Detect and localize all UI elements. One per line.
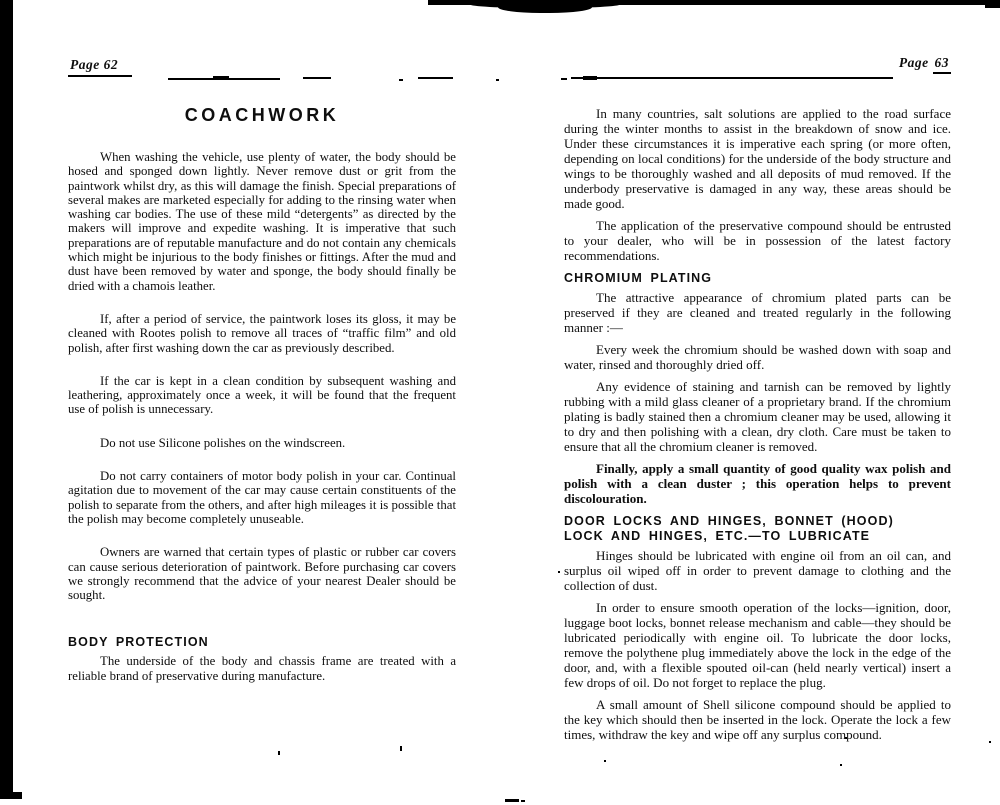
speck — [989, 741, 991, 743]
bottom-dash — [505, 799, 519, 802]
header-rule-segment — [496, 79, 499, 81]
left-binding-foot — [0, 792, 22, 799]
paragraph-chromium-weekly: Every week the chromium should be washed down with soap and water, rinsed and thoroughly dried off. — [564, 342, 951, 372]
speck — [521, 800, 525, 802]
door-locks-heading — [564, 514, 951, 544]
paragraph-locks-lubrication: In order to ensure smooth operation of the locks—ignition, door, luggage boot locks, bonnet release mechanism and cable—they should be lubricated periodically with engine oil. To lubricate the door locks, remove the polythene plug immediately above the lock in the edge of the door, and, with a flexible spouted oil-can (held nearly vertical) insert a few drops of oil. Do not forget to replace the plug. — [564, 600, 951, 690]
body-protection-heading: BODY PROTECTION — [68, 635, 209, 650]
speck — [840, 764, 842, 766]
page-number-row — [564, 54, 951, 74]
left-binding-bar — [0, 0, 13, 796]
door-locks-heading-line2: LOCK AND HINGES, ETC.—TO LUBRICATE — [564, 529, 871, 543]
door-locks-heading-line1: DOOR LOCKS AND HINGES, BONNET (HOOD) — [564, 514, 894, 528]
page-63 — [564, 54, 951, 749]
paragraph-silicone-warning: Do not use Silicone polishes on the windscreen. — [100, 435, 346, 450]
paragraph-chromium-tarnish: Any evidence of staining and tarnish can be removed by lightly rubbing with a mild glass cleaner of a proprietary brand. If the chromium plating is badly stained then a chromium cleaner may be used, allowing it to dry and then polishing with a clean, dry cloth. Care must be taken to ensure that all the chromium cleaner is removed. — [564, 379, 951, 454]
speck — [400, 746, 402, 751]
coachwork-title: COACHWORK — [184, 105, 340, 125]
paragraph-car-covers: Owners are warned that certain types of plastic or rubber car covers can cause serious deterioration of paintwork. Before purchasing car covers we strongly recommend that the advice of your nearest Dealer should be sought. — [68, 545, 456, 603]
paragraph-chromium-wax: Finally, apply a small quantity of good quality wax polish and polish with a clean duster ; this operation helps to prevent discolouration. — [564, 461, 951, 506]
speck — [278, 751, 280, 755]
page-number-right — [899, 55, 951, 70]
paragraph-preservative-dealer: The application of the preservative compound should be entrusted to your dealer, who will be in possession of the latest factory recommendations. — [564, 218, 951, 263]
paragraph-chromium-intro: The attractive appearance of chromium plated parts can be preserved if they are cleaned and treated regularly in the following manner :— — [564, 290, 951, 335]
paragraph-hinges-oil: Hinges should be lubricated with engine oil from an oil can, and surplus oil wiped off in order to prevent damage to clothing and the collection of dust. — [564, 548, 951, 593]
paragraph-rootes-polish: If, after a period of service, the paintwork loses its gloss, it may be cleaned with Rootes polish to remove all traces of “traffic film” and old polish, after first washing down the car as previously described. — [68, 311, 456, 355]
speck — [604, 760, 606, 762]
speck — [558, 571, 560, 573]
page-62 — [68, 56, 456, 683]
spine-shadow-core — [498, 0, 592, 13]
paragraph-polish-containers: Do not carry containers of motor body polish in your car. Continual agitation due to movement of the car may cause certain constituents of the polish to separate from the others, and after high mileages it is possible that the polish may become completely unuseable. — [68, 469, 456, 526]
chromium-plating-heading: CHROMIUM PLATING — [564, 271, 713, 285]
page-number-value: 63 — [933, 55, 952, 74]
page-number-prefix: Page — [898, 55, 933, 70]
paragraph-body-protection: The underside of the body and chassis frame are treated with a reliable brand of preservative during manufacture. — [68, 654, 456, 683]
paragraph-weekly-leathering: If the car is kept in a clean condition by subsequent washing and leathering, approximately once a week, it will be found that the frequent use of polish is unnecessary. — [68, 373, 456, 417]
paragraph-washing: When washing the vehicle, use plenty of water, the body should be hosed and sponged down lightly. Never remove dust or grit from the paintwork whilst dry, as this will damage the finish. Special preparations of several makes are marketed especially for adding to the rinsing water when washing car bodies. The use of these mild “detergents” as directed by the makers will improve and expedite washing. It is imperative that such preparations are of reputable manufacture and do not contain any chemicals which might be injurious to the body finishes or fittings. After the mud and dust have been removed by water and sponge, the body should finally be dried with a chamois leather. — [68, 150, 457, 293]
page-number-left: Page 62 — [68, 57, 132, 77]
paragraph-key-silicone: A small amount of Shell silicone compound should be applied to the key which should then be inserted in the lock. Operate the lock a few times, withdraw the key and wipe off any surplus compound. — [564, 697, 951, 742]
top-right-shadow — [985, 0, 1000, 8]
paragraph-salt-solutions: In many countries, salt solutions are applied to the road surface during the winter months to assist in the breakdown of snow and ice. Under these circumstances it is imperative each spring (or more often, depending on local conditions) for the underside of the body structure and wings to be thoroughly washed and all deposits of mud removed. If the underbody preservative is damaged in any way, these areas should be made good. — [564, 106, 951, 211]
